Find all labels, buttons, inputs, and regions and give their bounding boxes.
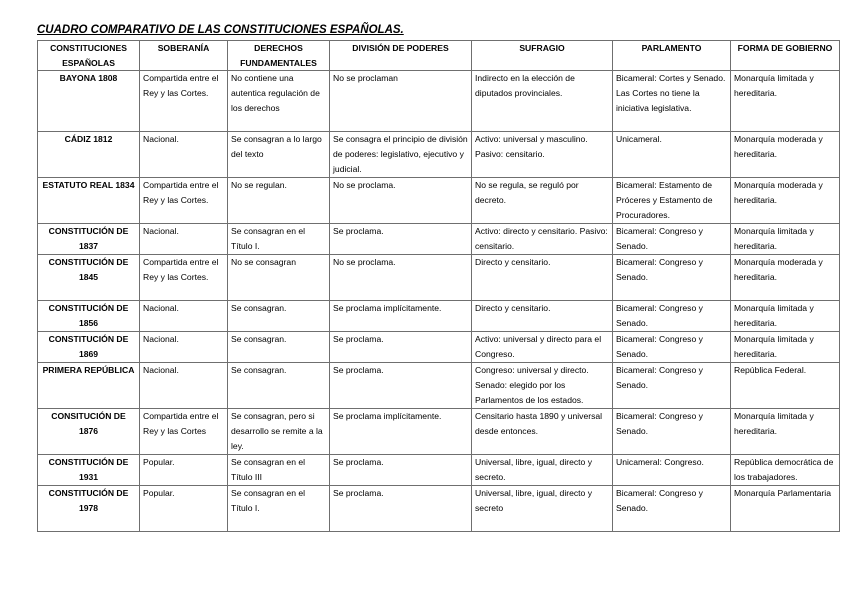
table-row	[38, 255, 840, 301]
header-row	[38, 41, 840, 71]
cell-parlamento: Unicameral.	[613, 132, 731, 178]
cell-soberania: Nacional.	[140, 224, 228, 255]
cell-gobierno: Monarquía Parlamentaria	[731, 486, 840, 532]
cell-gobierno: Monarquía moderada y hereditaria.	[731, 132, 840, 178]
cell-gobierno: República Federal.	[731, 363, 840, 409]
cell-constitucion: CONSTITUCIÓN DE 1856	[38, 301, 140, 332]
cell-constitucion: BAYONA 1808	[38, 71, 140, 132]
table-row	[38, 332, 840, 363]
cell-sufragio: Activo: universal y masculino. Pasivo: censitario.	[472, 132, 613, 178]
table-row	[38, 132, 840, 178]
table-row	[38, 455, 840, 486]
cell-division: Se consagra el principio de división de poderes: legislativo, ejecutivo y judicial.	[330, 132, 472, 178]
table-row	[38, 71, 840, 132]
cell-soberania: Compartida entre el Rey y las Cortes.	[140, 71, 228, 132]
cell-gobierno: Monarquía limitada y hereditaria.	[731, 71, 840, 132]
cell-constitucion: ESTATUTO REAL 1834	[38, 178, 140, 224]
cell-gobierno: Monarquía limitada y hereditaria.	[731, 224, 840, 255]
cell-soberania: Nacional.	[140, 301, 228, 332]
cell-constitucion: CONSTITUCIÓN DE 1931	[38, 455, 140, 486]
cell-gobierno: Monarquía moderada y hereditaria.	[731, 255, 840, 301]
cell-soberania: Popular.	[140, 486, 228, 532]
cell-parlamento: Unicameral: Congreso.	[613, 455, 731, 486]
cell-constitucion: CONSITUCIÓN DE 1876	[38, 409, 140, 455]
cell-parlamento: Bicameral: Estamento de Próceres y Estamento de Procuradores.	[613, 178, 731, 224]
cell-parlamento: Bicameral: Congreso y Senado.	[613, 409, 731, 455]
cell-parlamento: Bicameral: Congreso y Senado.	[613, 363, 731, 409]
cell-sufragio: Universal, libre, igual, directo y secreto.	[472, 455, 613, 486]
header-constituciones: CONSTITUCIONES ESPAÑOLAS	[38, 41, 140, 71]
cell-soberania: Popular.	[140, 455, 228, 486]
cell-division: Se proclama.	[330, 363, 472, 409]
cell-constitucion: CONSTITUCIÓN DE 1869	[38, 332, 140, 363]
table-row	[38, 409, 840, 455]
cell-soberania: Compartida entre el Rey y las Cortes.	[140, 178, 228, 224]
cell-division: No se proclaman	[330, 71, 472, 132]
header-soberania: SOBERANÍA	[140, 41, 228, 71]
cell-constitucion: CÁDIZ 1812	[38, 132, 140, 178]
cell-sufragio: No se regula, se reguló por decreto.	[472, 178, 613, 224]
header-derechos: DERECHOS FUNDAMENTALES	[228, 41, 330, 71]
cell-soberania: Compartida entre el Rey y las Cortes	[140, 409, 228, 455]
header-gobierno: FORMA DE GOBIERNO	[731, 41, 840, 71]
cell-division: Se proclama.	[330, 455, 472, 486]
cell-derechos: Se consagran a lo largo del texto	[228, 132, 330, 178]
header-division: DIVISIÓN DE PODERES	[330, 41, 472, 71]
cell-soberania: Nacional.	[140, 132, 228, 178]
cell-soberania: Nacional.	[140, 363, 228, 409]
cell-sufragio: Indirecto en la elección de diputados provinciales.	[472, 71, 613, 132]
cell-sufragio: Directo y censitario.	[472, 301, 613, 332]
cell-derechos: Se consagran, pero si desarrollo se remite a la ley.	[228, 409, 330, 455]
cell-parlamento: Bicameral: Congreso y Senado.	[613, 301, 731, 332]
cell-derechos: Se consagran en el Título I.	[228, 486, 330, 532]
cell-derechos: No contiene una autentica regulación de los derechos	[228, 71, 330, 132]
cell-derechos: No se consagran	[228, 255, 330, 301]
cell-derechos: Se consagran.	[228, 363, 330, 409]
cell-division: No se proclama.	[330, 178, 472, 224]
comparison-table	[37, 40, 840, 532]
cell-division: No se proclama.	[330, 255, 472, 301]
table-row	[38, 224, 840, 255]
cell-sufragio: Universal, libre, igual, directo y secreto	[472, 486, 613, 532]
cell-parlamento: Bicameral: Cortes y Senado. Las Cortes no tiene la iniciativa legislativa.	[613, 71, 731, 132]
cell-gobierno: Monarquía limitada y hereditaria.	[731, 332, 840, 363]
cell-parlamento: Bicameral: Congreso y Senado.	[613, 255, 731, 301]
cell-gobierno: Monarquía moderada y hereditaria.	[731, 178, 840, 224]
cell-division: Se proclama.	[330, 332, 472, 363]
cell-constitucion: CONSTITUCIÓN DE 1978	[38, 486, 140, 532]
cell-derechos: Se consagran.	[228, 332, 330, 363]
document-title: CUADRO COMPARATIVO DE LAS CONSTITUCIONES ESPAÑOLAS.	[37, 24, 404, 36]
cell-sufragio: Censitario hasta 1890 y universal desde entonces.	[472, 409, 613, 455]
cell-division: Se proclama.	[330, 486, 472, 532]
header-sufragio: SUFRAGIO	[472, 41, 613, 71]
cell-derechos: Se consagran en el Título III	[228, 455, 330, 486]
cell-gobierno: Monarquía limitada y hereditaria.	[731, 409, 840, 455]
table-row	[38, 178, 840, 224]
cell-division: Se proclama.	[330, 224, 472, 255]
cell-parlamento: Bicameral: Congreso y Senado.	[613, 224, 731, 255]
cell-gobierno: República democrática de los trabajadores.	[731, 455, 840, 486]
cell-gobierno: Monarquía limitada y hereditaria.	[731, 301, 840, 332]
cell-constitucion: PRIMERA REPÚBLICA	[38, 363, 140, 409]
table-row	[38, 363, 840, 409]
cell-parlamento: Bicameral: Congreso y Senado.	[613, 332, 731, 363]
cell-derechos: No se regulan.	[228, 178, 330, 224]
cell-sufragio: Directo y censitario.	[472, 255, 613, 301]
cell-division: Se proclama implícitamente.	[330, 301, 472, 332]
cell-sufragio: Congreso: universal y directo. Senado: elegido por los Parlamentos de los estados.	[472, 363, 613, 409]
cell-sufragio: Activo: directo y censitario. Pasivo: censitario.	[472, 224, 613, 255]
cell-derechos: Se consagran.	[228, 301, 330, 332]
cell-soberania: Compartida entre el Rey y las Cortes.	[140, 255, 228, 301]
cell-sufragio: Activo: universal y directo para el Congreso.	[472, 332, 613, 363]
cell-division: Se proclama implícitamente.	[330, 409, 472, 455]
cell-soberania: Nacional.	[140, 332, 228, 363]
cell-constitucion: CONSTITUCIÓN DE 1837	[38, 224, 140, 255]
table-row	[38, 301, 840, 332]
cell-constitucion: CONSTITUCIÓN DE 1845	[38, 255, 140, 301]
header-parlamento: PARLAMENTO	[613, 41, 731, 71]
table-row	[38, 486, 840, 532]
cell-derechos: Se consagran en el Título I.	[228, 224, 330, 255]
cell-parlamento: Bicameral: Congreso y Senado.	[613, 486, 731, 532]
